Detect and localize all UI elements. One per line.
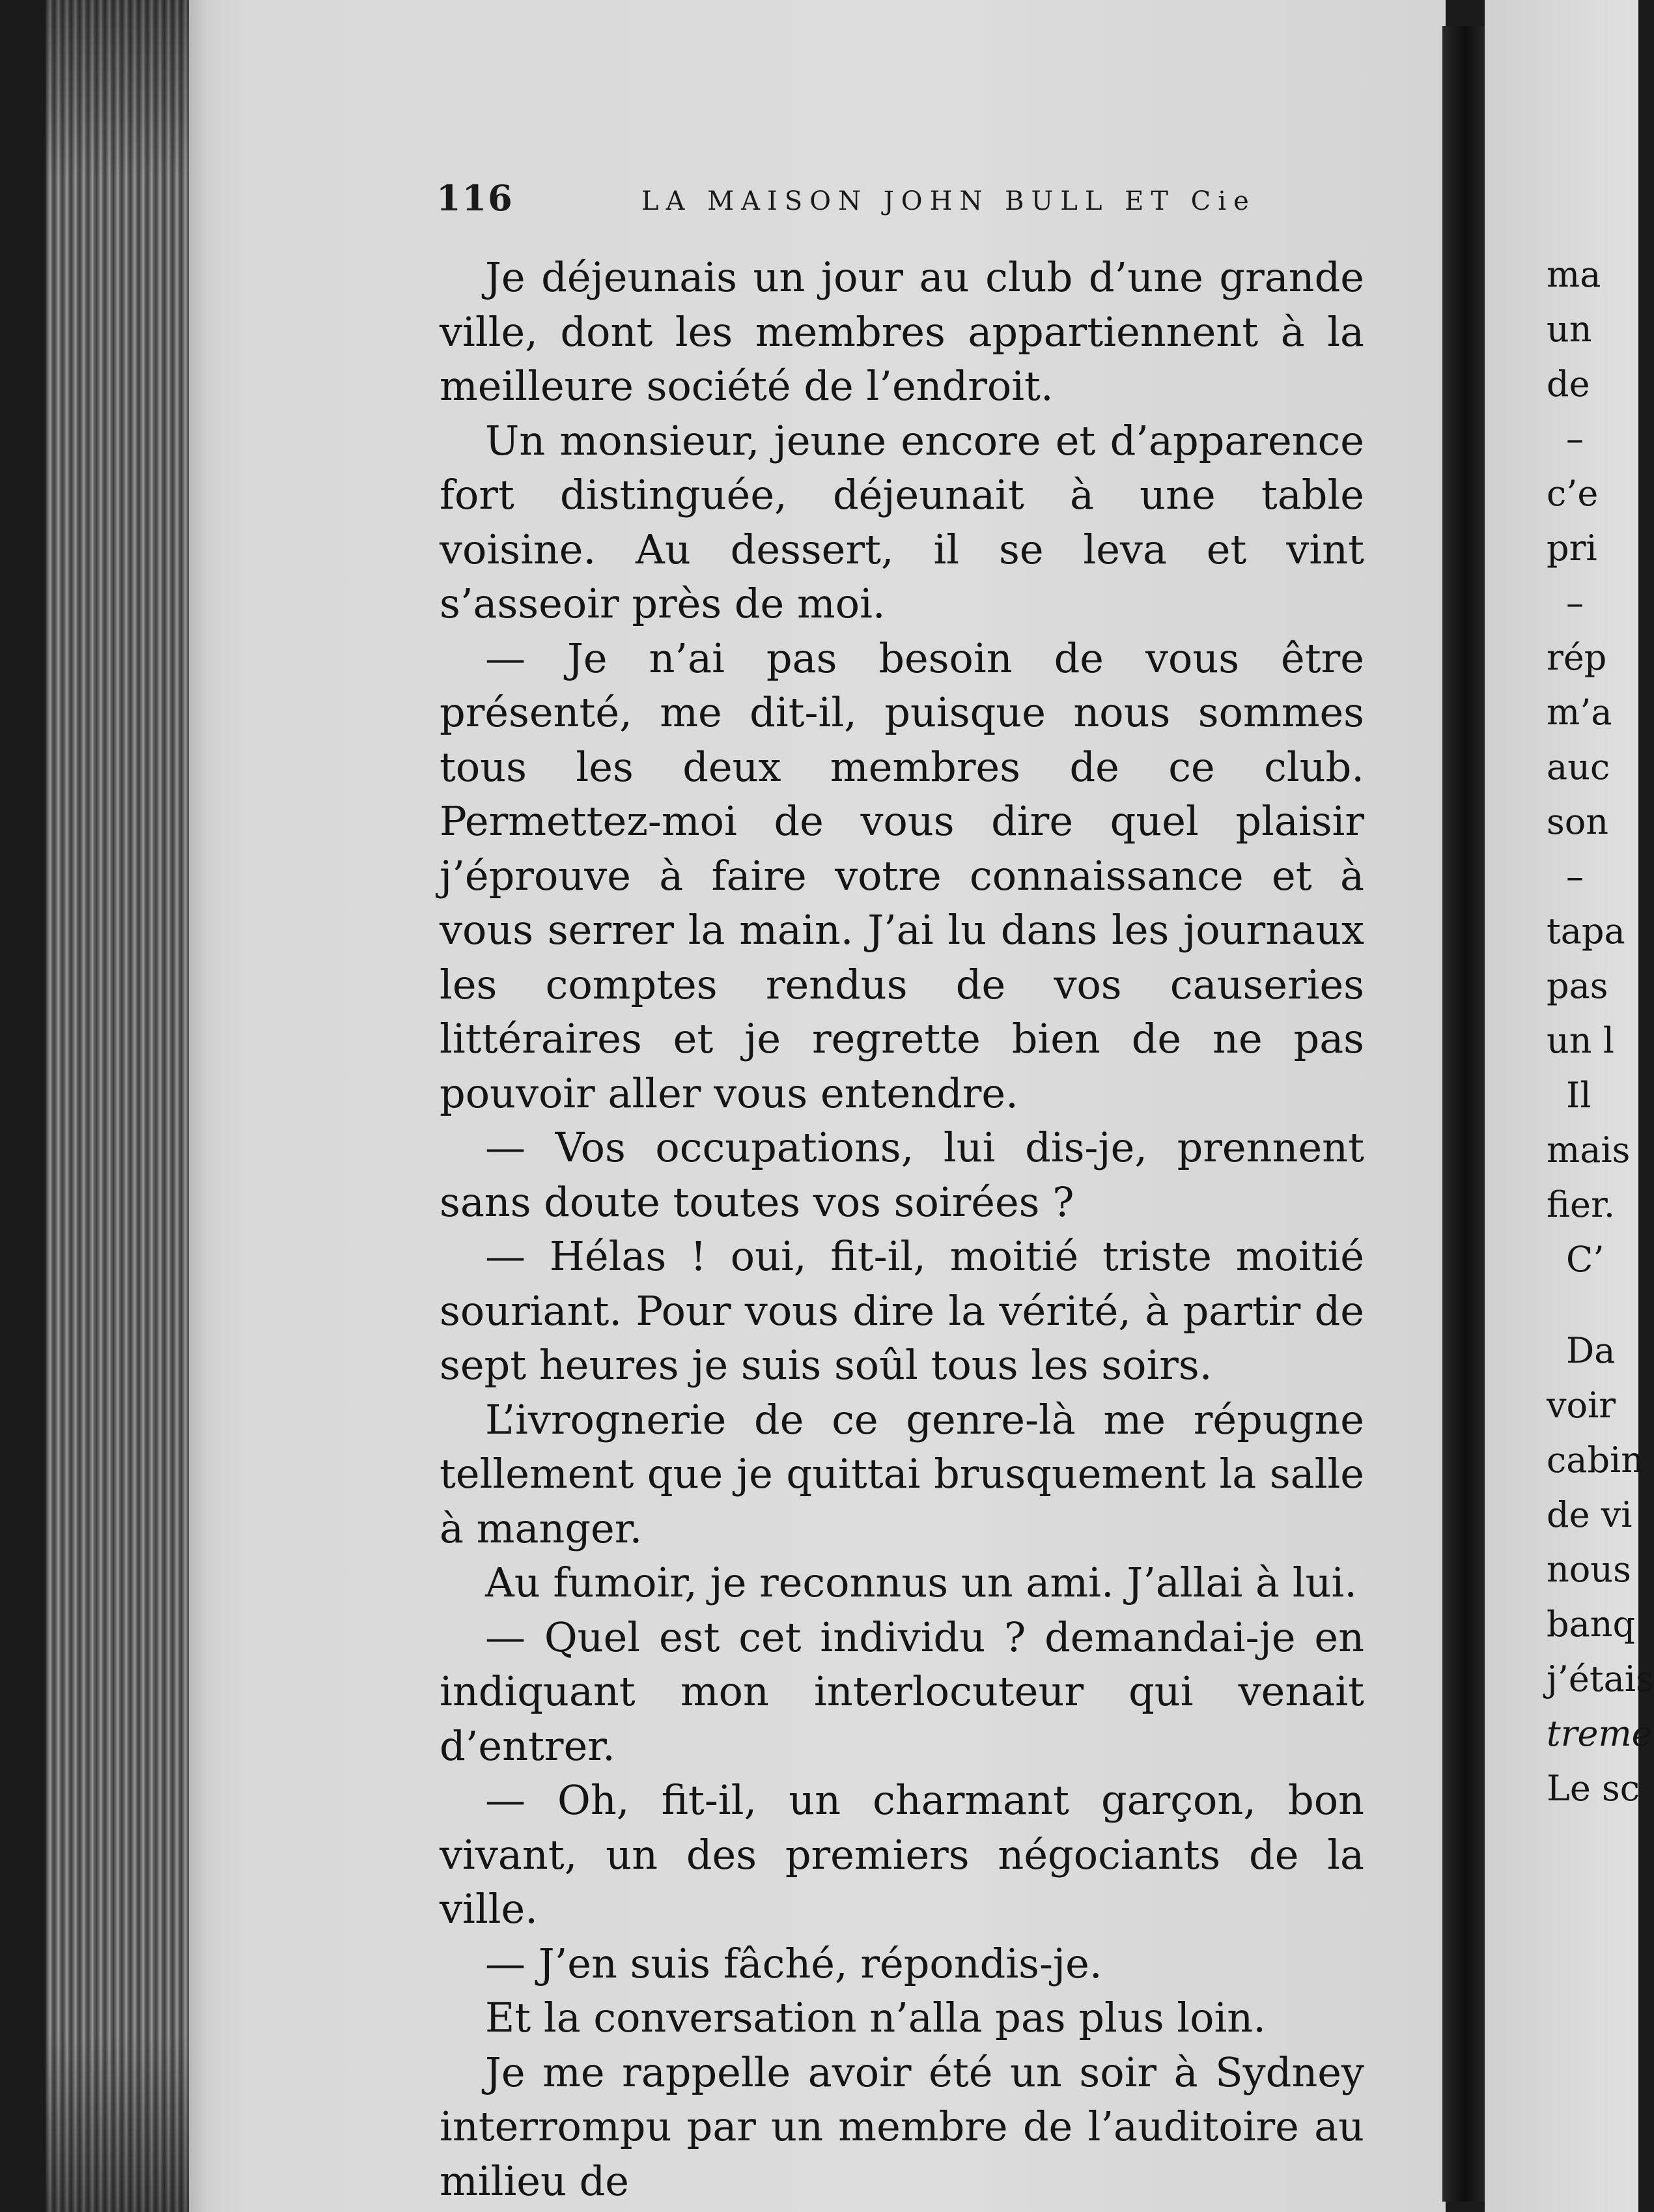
right-page-line: pas bbox=[1547, 965, 1608, 1006]
paragraph: — Je n’ai pas besoin de vous être présenté, me dit-il, puisque nous sommes tous les deux membres de ce club. Permettez-moi de vous dire quel plaisir j’éprouve à faire votre connaissance et à vous serrer la main. J’ai lu dans les journaux les comptes rendus de vos causeries littéraires et je regrette bien de ne pas pouvoir aller vous entendre. bbox=[440, 634, 1364, 1117]
right-page-line: son bbox=[1547, 801, 1609, 842]
right-page-line: – bbox=[1566, 418, 1584, 459]
paragraph: — J’en suis fâché, répondis-je. bbox=[485, 1939, 1102, 1987]
right-page-line: fier. bbox=[1547, 1184, 1616, 1225]
paragraph: — Vos occupations, lui dis-je, prennent sans doute toutes vos soirées ? bbox=[440, 1124, 1364, 1226]
right-page-line: banq bbox=[1547, 1604, 1636, 1645]
paragraph: Au fumoir, je reconnus un ami. J’allai à lui. bbox=[485, 1559, 1358, 1606]
right-page-line: mais bbox=[1547, 1129, 1631, 1170]
right-page-line: cabin bbox=[1547, 1439, 1644, 1481]
page-header bbox=[436, 177, 1452, 229]
book-gutter bbox=[1442, 26, 1488, 2202]
right-page-line: Le sc bbox=[1547, 1768, 1640, 1809]
right-page-line: un bbox=[1547, 309, 1592, 350]
right-page-line: un l bbox=[1547, 1020, 1614, 1061]
paragraph: — Oh, fit-il, un charmant garçon, bon vivant, un des premiers négociants de la ville. bbox=[440, 1776, 1364, 1933]
right-page-text-fragments bbox=[1547, 248, 1654, 1816]
right-page-line: pri bbox=[1547, 528, 1597, 569]
right-page-line: de vi bbox=[1547, 1494, 1633, 1535]
right-page-line: C’ bbox=[1566, 1239, 1605, 1280]
paragraph: — Quel est cet individu ? demandai-je en indiquant mon interlocuteur qui venait d’entrer. bbox=[440, 1613, 1364, 1770]
right-page-line: m’a bbox=[1547, 692, 1612, 733]
page-number: 116 bbox=[436, 177, 514, 219]
right-page-line: voir bbox=[1547, 1385, 1616, 1426]
right-page-line: ma bbox=[1547, 254, 1601, 295]
paragraph: Un monsieur, jeune encore et d’apparence fort distinguée, déjeunait à une table voisine. Au dessert, il se leva et vint s’asseoir près de moi. bbox=[440, 416, 1364, 627]
right-page-line: Da bbox=[1566, 1330, 1616, 1371]
paragraph: Je déjeunais un jour au club d’une grande ville, dont les membres appartiennent à la meilleure société de l’endroit. bbox=[440, 253, 1364, 410]
right-page-line: c’e bbox=[1547, 473, 1599, 514]
right-page-line: nous bbox=[1547, 1549, 1631, 1590]
page-edges-shadow bbox=[46, 0, 195, 2212]
right-page-line: treme bbox=[1547, 1713, 1653, 1754]
paragraph: — Hélas ! oui, fit-il, moitié triste moitié souriant. Pour vous dire la vérité, à partir de sept heures je suis soûl tous les soirs. bbox=[440, 1232, 1364, 1389]
right-page-line: de bbox=[1547, 363, 1590, 404]
paragraph: L’ivrognerie de ce genre-là me répugne tellement que je quittai brusquement la salle à manger. bbox=[440, 1395, 1364, 1552]
right-page-line: Il bbox=[1566, 1075, 1591, 1116]
paragraph: Et la conversation n’alla pas plus loin. bbox=[485, 1994, 1266, 2041]
right-page-line: tapa bbox=[1547, 911, 1625, 952]
right-page-line: – bbox=[1566, 856, 1584, 897]
right-page-line: rép bbox=[1547, 637, 1607, 678]
right-page-line: j’étais bbox=[1547, 1658, 1654, 1699]
page-body-text bbox=[440, 250, 1364, 2208]
right-page-line: – bbox=[1566, 582, 1584, 623]
right-page-line: auc bbox=[1547, 746, 1610, 787]
running-title: LA MAISON JOHN BULL ET Cie bbox=[641, 186, 1256, 216]
paragraph: Je me rappelle avoir été un soir à Sydney interrompu par un membre de l’auditoire au milieu de bbox=[440, 2048, 1364, 2205]
